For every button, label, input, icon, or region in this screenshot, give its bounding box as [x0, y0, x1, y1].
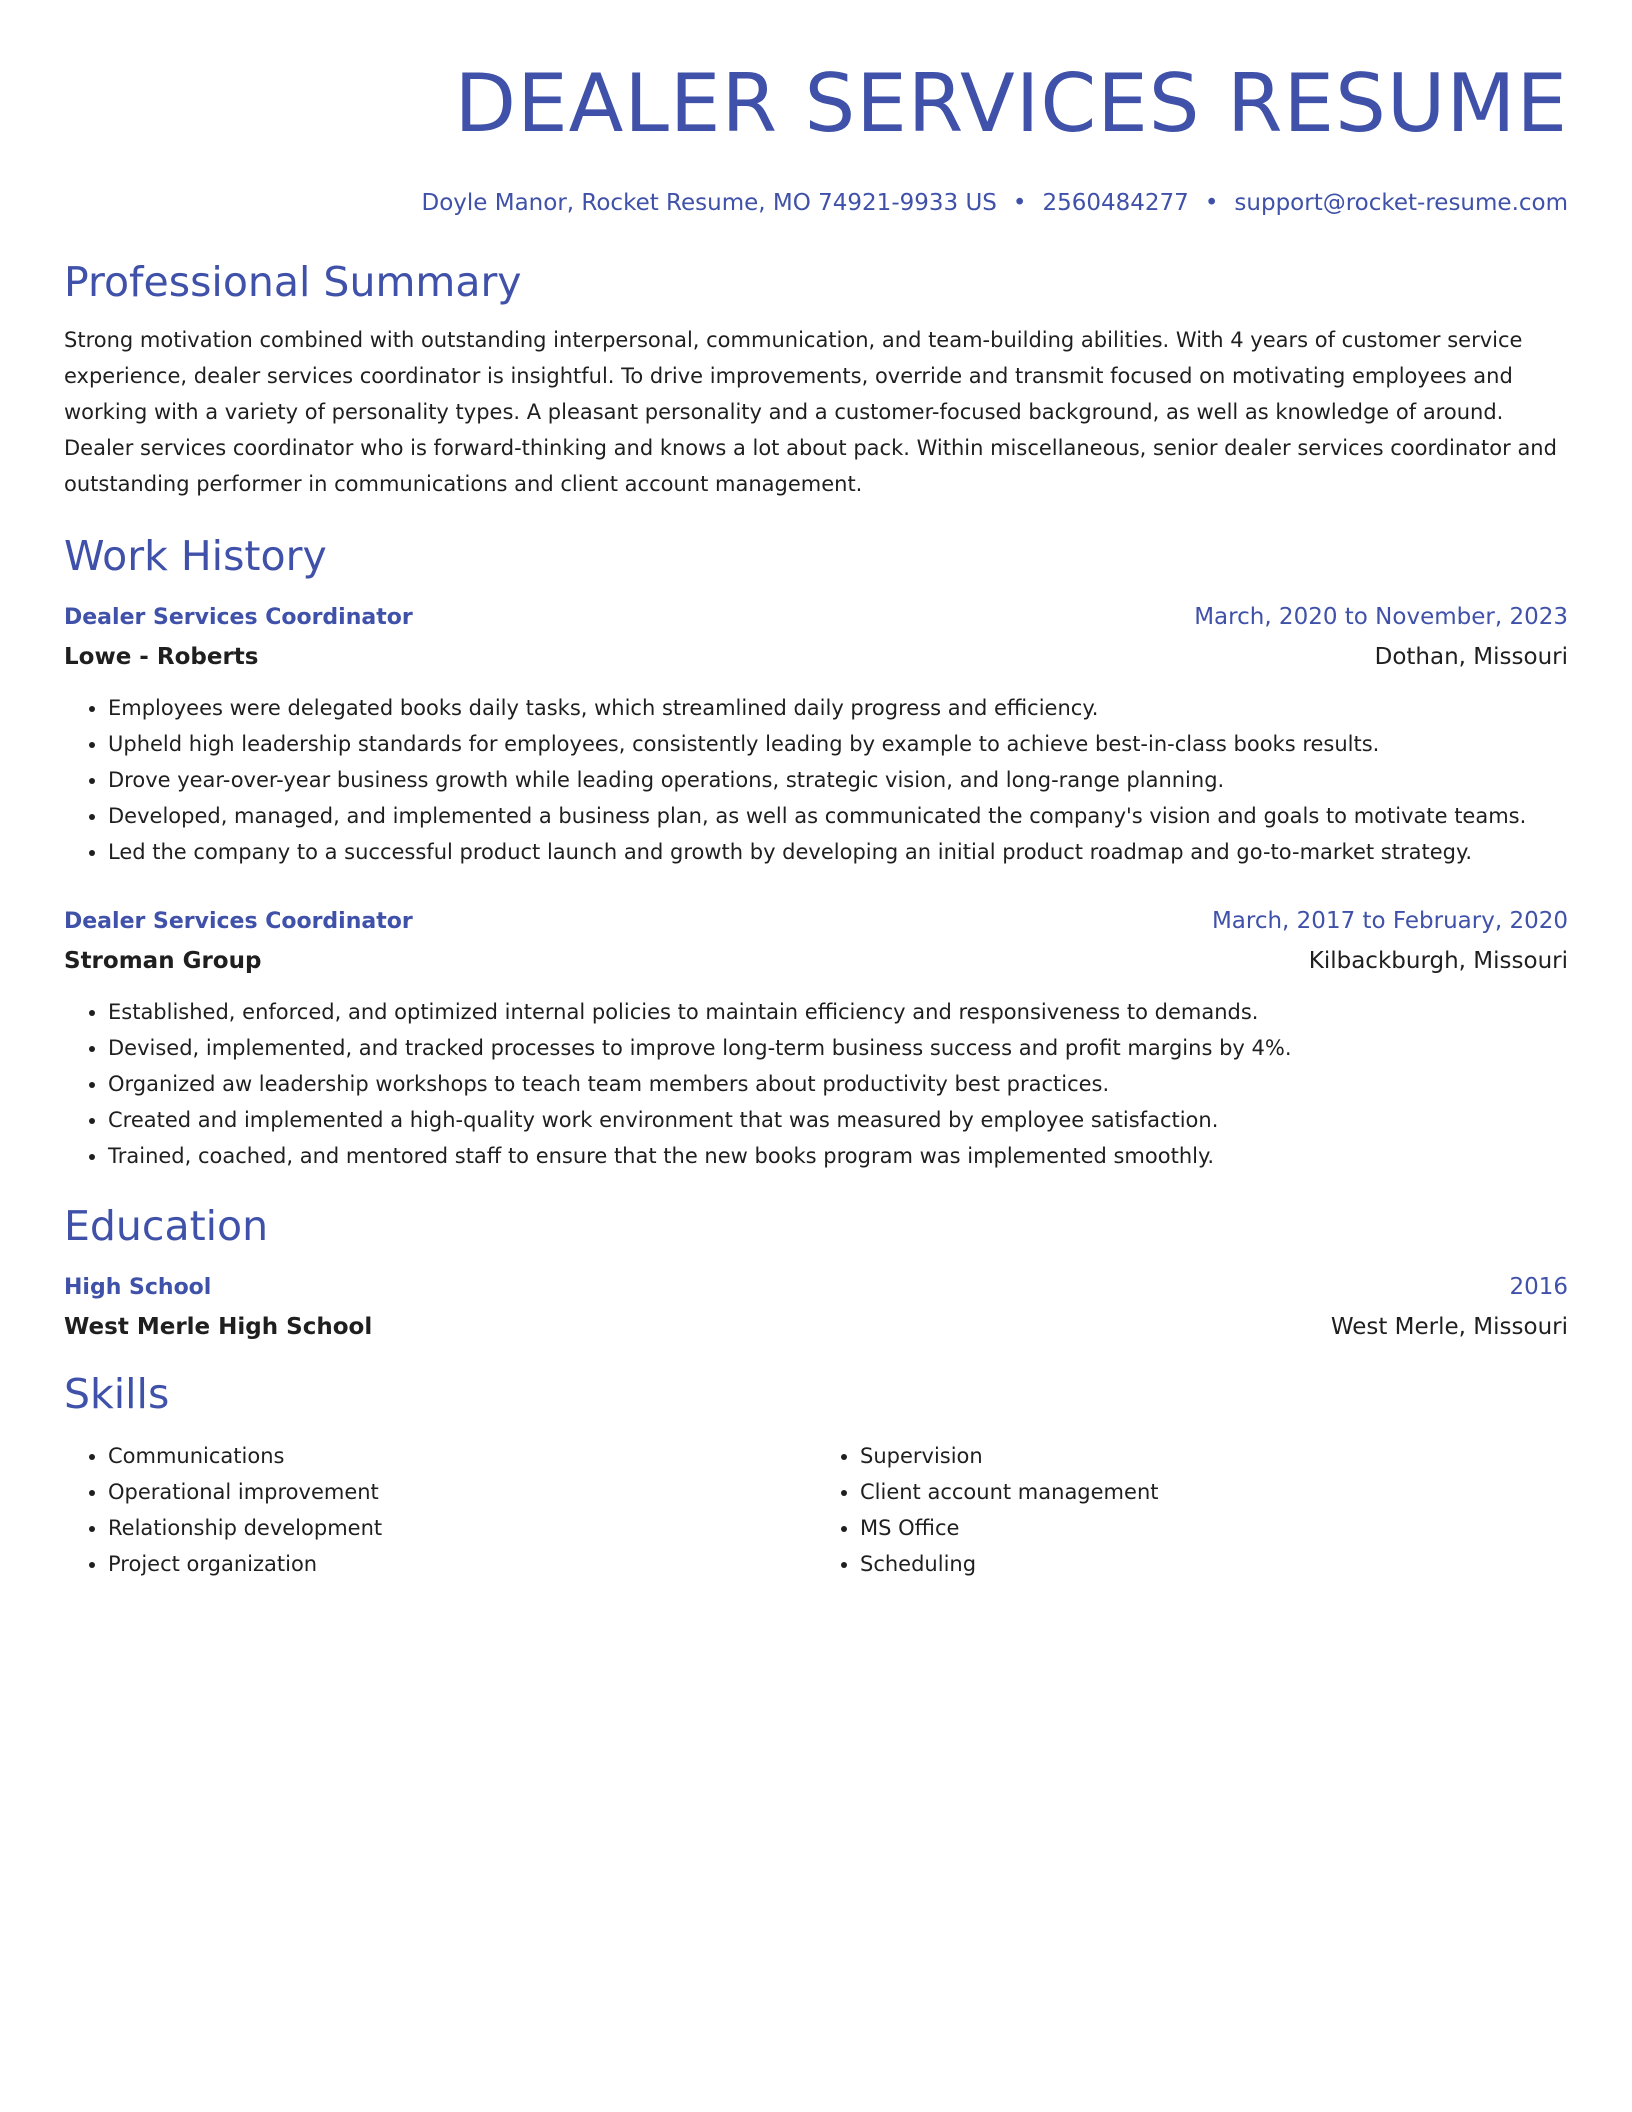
job-bullet: • Devised, implemented, and tracked processes to improve long-term business success and profit margins by 4%.: [108, 1030, 1568, 1066]
education-heading: Education: [64, 1202, 269, 1250]
skill-item: • Project organization: [108, 1546, 816, 1582]
job-title: Dealer Services Coordinator: [64, 909, 413, 934]
contact-email: support@rocket-resume.com: [1234, 190, 1568, 216]
job-bullet: • Organized aw leadership workshops to teach team members about productivity best practices.: [108, 1066, 1568, 1102]
summary-heading: Professional Summary: [64, 258, 522, 306]
education-header-row: [64, 1272, 1568, 1303]
contact-separator: •: [1204, 190, 1219, 216]
job-bullet: • Created and implemented a high-quality work environment that was measured by employee satisfaction.: [108, 1102, 1568, 1138]
contact-separator: •: [1012, 190, 1027, 216]
job-bullet: • Trained, coached, and mentored staff to ensure that the new books program was implemented smoothly.: [108, 1138, 1568, 1174]
skill-item: • Communications: [108, 1438, 816, 1474]
job-company-row: [64, 633, 1568, 672]
job-bullet: • Drove year-over-year business growth while leading operations, strategic vision, and long-range planning.: [108, 762, 1568, 798]
skill-item: • Scheduling: [860, 1546, 1568, 1582]
skill-item: • Relationship development: [108, 1510, 816, 1546]
job-bullet: • Developed, managed, and implemented a business plan, as well as communicated the company's vision and goals to motivate teams.: [108, 798, 1568, 834]
job-bullet: • Employees were delegated books daily tasks, which streamlined daily progress and efficiency.: [108, 690, 1568, 726]
skill-item: • Supervision: [860, 1438, 1568, 1474]
job-location: Dothan, Missouri: [1374, 644, 1568, 670]
job-location: Kilbackburgh, Missouri: [1308, 948, 1568, 974]
job-bullets: [64, 994, 1568, 1174]
education-location: West Merle, Missouri: [1330, 1314, 1568, 1340]
education-school: West Merle High School: [64, 1314, 373, 1340]
job-bullets: [64, 690, 1568, 870]
contact-line: [64, 188, 1568, 218]
skills-heading: Skills: [64, 1370, 170, 1418]
job-entry: [64, 906, 1568, 1174]
job-company: Lowe - Roberts: [64, 644, 259, 670]
job-header-row: [64, 602, 1568, 633]
summary-text: Strong motivation combined with outstanding interpersonal, communication, and team-building abilities. With 4 years of customer service experience, dealer services coordinator is insightful. To drive improvements, override and transmit focused on motivating employees and working with a variety of personality types. A pleasant personality and a customer-focused background, as well as knowledge of around. Dealer services coordinator who is forward-thinking and knows a lot about pack. Within miscellaneous, senior dealer services coordinator and outstanding performer in communications and client account management.: [64, 328, 1557, 496]
education-entry: [64, 1272, 1568, 1342]
skills-grid: [64, 1438, 1568, 1582]
job-company: Stroman Group: [64, 948, 262, 974]
contact-address: Doyle Manor, Rocket Resume, MO 74921-9933 US: [421, 190, 997, 216]
education-school-row: [64, 1303, 1568, 1342]
job-title: Dealer Services Coordinator: [64, 605, 413, 630]
job-company-row: [64, 937, 1568, 976]
skill-item: • Operational improvement: [108, 1474, 816, 1510]
job-header-row: [64, 906, 1568, 937]
education-degree: High School: [64, 1275, 212, 1300]
contact-phone: 2560484277: [1042, 190, 1189, 216]
job-bullet: • Established, enforced, and optimized internal policies to maintain efficiency and responsiveness to demands.: [108, 994, 1568, 1030]
resume-header: [64, 50, 1568, 218]
job-dates: March, 2017 to February, 2020: [1211, 908, 1568, 934]
skills-column-left: [64, 1438, 816, 1582]
job-dates: March, 2020 to November, 2023: [1194, 604, 1568, 630]
skills-column-right: [816, 1438, 1568, 1582]
job-bullet: • Upheld high leadership standards for employees, consistently leading by example to achieve best-in-class books results.: [108, 726, 1568, 762]
job-entry: [64, 602, 1568, 870]
resume-name: DEALER SERVICES RESUME: [454, 57, 1568, 150]
job-bullet: • Led the company to a successful product launch and growth by developing an initial product roadmap and go-to-market strategy.: [108, 834, 1568, 870]
education-year: 2016: [1509, 1274, 1568, 1300]
skill-item: • Client account management: [860, 1474, 1568, 1510]
work-history-heading: Work History: [64, 532, 327, 580]
skill-item: • MS Office: [860, 1510, 1568, 1546]
